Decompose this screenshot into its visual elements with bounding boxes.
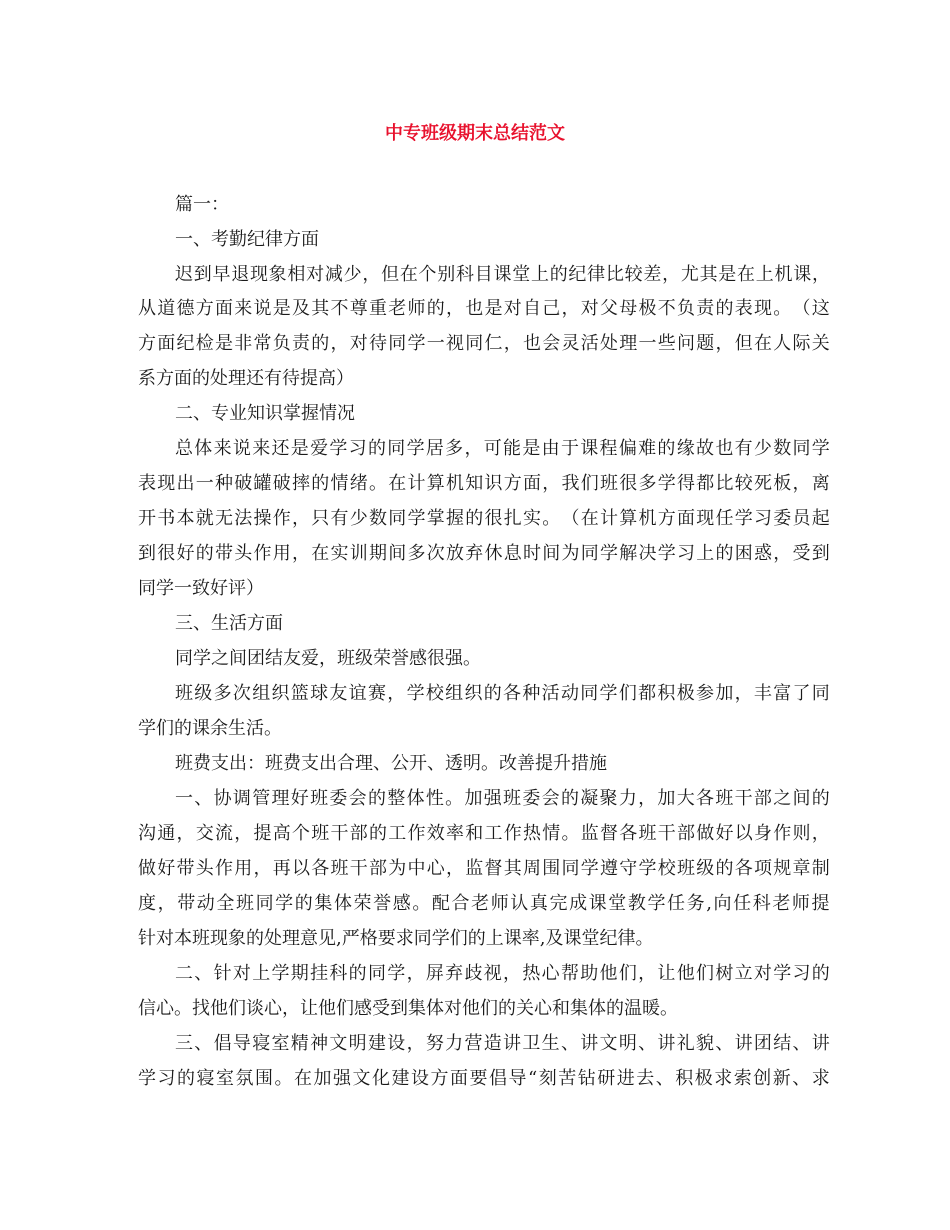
paragraph-line-3: 迟 到 早 退 现 象 相 对 减 少 ， 但 在 个 别 科 目 课 堂 上 的 纪 律 比 较 差 ， 尤 其 是 在 上 机 课 ， [175,264,830,285]
paragraph-line-4: 从 道 德 方 面 来 说 是 及 其 不 尊 重 老 师 的 ， 也 是 对 自 己 ， 对 父 母 极 不 负 责 的 表 现 。 （ 这 [138,298,830,319]
paragraph-line-20: 做 好 带 头 作 用 ， 再 以 各 班 干 部 为 中 心 ， 监 督 其 周 围 同 学 遵 守 学 校 班 级 的 各 项 规 章 制 [138,858,830,879]
heading-knowledge: 二、专业知识掌握情况 [175,403,355,424]
paragraph-line-17: 班费支出：班费支出合理、公开、透明。改善提升措施 [175,753,607,774]
paragraph-line-22: 针对本班现象的处理意见,严格要求同学们的上课率,及课堂纪律。 [138,928,654,949]
paragraph-line-10: 开 书 本 就 无 法 操 作 ， 只 有 少 数 同 学 掌 握 的 很 扎 实 。 （ 在 计 算 机 方 面 现 任 学 习 委 员 起 [138,508,830,529]
paragraph-line-24: 信心。找他们谈心，让他们感受到集体对他们的关心和集体的温暖。 [138,998,678,1019]
paragraph-line-25: 三 、 倡 导 寝 室 精 神 文 明 建 设 ， 努 力 营 造 讲 卫 生 、 讲 文 明 、 讲 礼 貌 、 讲 团 结 、 讲 [175,1033,830,1054]
paragraph-line-11: 到 很 好 的 带 头 作 用 ， 在 实 训 期 间 多 次 放 弃 休 息 时 间 为 同 学 解 决 学 习 上 的 困 惑 ， 受 到 [138,543,830,564]
heading-attendance: 一、考勤纪律方面 [175,229,319,250]
paragraph-line-8: 总 体 来 说 来 还 是 爱 学 习 的 同 学 居 多 ， 可 能 是 由 于 课 程 偏 难 的 缘 故 也 有 少 数 同 学 [175,438,830,459]
paragraph-line-9: 表 现 出 一 种 破 罐 破 摔 的 情 绪 。 在 计 算 机 知 识 方 面 ， 我 们 班 很 多 学 得 都 比 较 死 板 ， 离 [138,473,830,494]
paragraph-line-6: 系方面的处理还有待提高） [138,368,354,389]
paragraph-line-18: 一 、 协 调 管 理 好 班 委 会 的 整 体 性 。 加 强 班 委 会 的 凝 聚 力 ， 加 大 各 班 干 部 之 间 的 [175,788,830,809]
paragraph-line-15: 班 级 多 次 组 织 篮 球 友 谊 赛 ， 学 校 组 织 的 各 种 活 动 同 学 们 都 积 极 参 加 ， 丰 富 了 同 [175,683,830,704]
paragraph-line-14: 同学之间团结友爱，班级荣誉感很强。 [175,648,481,669]
paragraph-line-19: 沟 通 ， 交 流 ， 提 高 个 班 干 部 的 工 作 效 率 和 工 作 热 情 。 监 督 各 班 干 部 做 好 以 身 作 则 ， [138,823,830,844]
document-title: 中专班级期末总结范文 [385,123,565,144]
paragraph-line-26: 学 习 的 寝 室 氛 围 。 在 加 强 文 化 建 设 方 面 要 倡 导 “ 刻 苦 钻 研 进 去 、 积 极 求 索 创 新 、 求 [138,1068,830,1089]
paragraph-line-21: 度 ， 带 动 全 班 同 学 的 集 体 荣 誉 感 。 配 合 老 师 认 真 完 成 课 堂 教 学 任 务 , 向 任 科 老 师 提 [138,893,830,914]
paragraph-line-12: 同学一致好评） [138,578,264,599]
paragraph-line-5: 方 面 纪 检 是 非 常 负 责 的 ， 对 待 同 学 一 视 同 仁 ， 也 会 灵 活 处 理 一 些 问 题 ， 但 在 人 际 关 [138,333,830,354]
paragraph-line-1: 篇一： [175,194,229,215]
heading-life: 三、生活方面 [175,613,283,634]
paragraph-line-16: 学们的课余生活。 [138,718,282,739]
paragraph-line-23: 二 、 针 对 上 学 期 挂 科 的 同 学 ， 屏 弃 歧 视 ， 热 心 帮 助 他 们 ， 让 他 们 树 立 对 学 习 的 [175,963,830,984]
